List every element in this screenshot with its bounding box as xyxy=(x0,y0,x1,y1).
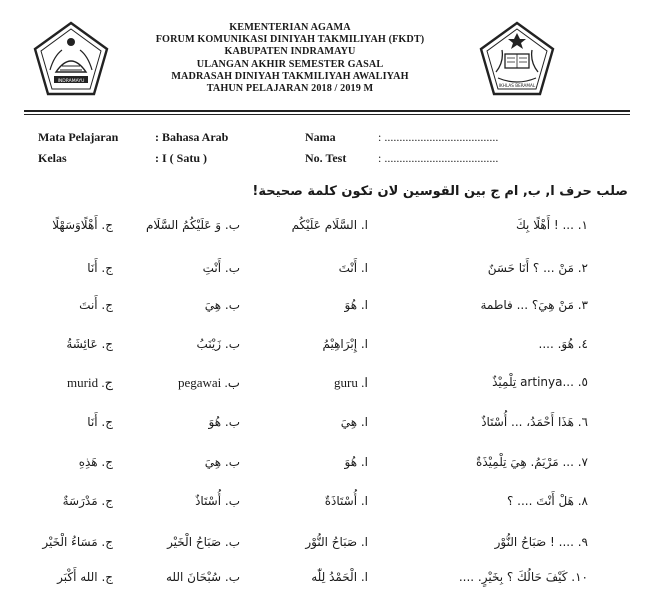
option-a[interactable]: ا. الْحَمْدُ لِلّٰه xyxy=(311,570,368,584)
question-text: ٩. .... ! صَبَاحُ النُّوْر xyxy=(494,535,588,549)
question-text: ٣. مَنْ هِيَ؟ ... فاطمة xyxy=(480,298,588,312)
option-c[interactable]: ج. أَنَا xyxy=(87,415,113,429)
question-row xyxy=(0,261,650,291)
option-a[interactable]: ا. أَنْتَ xyxy=(338,261,368,275)
header-divider-thin xyxy=(24,114,630,115)
option-a[interactable]: ا. guru xyxy=(334,375,368,390)
question-text: ٨. هَلْ أَنْتَ .... ؟ xyxy=(506,494,588,508)
option-c[interactable]: ج. هَذِهِ xyxy=(78,455,113,469)
header-title-block xyxy=(110,22,470,95)
option-a[interactable]: ا. السَّلَام عَلَيْكُم xyxy=(291,218,368,232)
option-b[interactable]: ب. pegawai xyxy=(177,375,240,390)
instruction-text: صلب حرف ا, ب, ام ج بين القوسين لان تكون كلمة صحيحة! xyxy=(252,184,628,199)
header-line-3: KABUPATEN INDRAMAYU xyxy=(224,46,356,58)
mata-pelajaran-value: : Bahasa Arab xyxy=(155,130,229,144)
header-divider-thick xyxy=(24,110,630,112)
option-b[interactable]: ب. صَبَاحُ الْخَيْر xyxy=(167,535,240,549)
option-c[interactable]: ج. أَنتَ xyxy=(79,298,113,312)
option-b[interactable]: ب. هُوَ xyxy=(208,415,240,429)
option-b[interactable]: ب. وَ عَلَيْكُمُ السَّلَام xyxy=(145,218,240,232)
option-c[interactable]: ج. مَسَاءُ الْخَيْر xyxy=(42,535,113,549)
left-logo-label: INDRAMAYU xyxy=(57,79,85,84)
nama-field[interactable]: : ...................................... xyxy=(378,130,499,144)
question-row xyxy=(0,337,650,367)
option-b[interactable]: ب. هِيَ xyxy=(204,455,240,469)
header-line-2: FORUM KOMUNIKASI DINIYAH TAKMILIYAH (FKDT) xyxy=(155,34,425,46)
option-a[interactable]: ا. هُوَ xyxy=(344,298,368,312)
ministry-emblem-icon xyxy=(478,20,556,98)
header-line-1: KEMENTERIAN AGAMA xyxy=(229,22,351,33)
option-a[interactable]: ا. أُسْتَاذَةٌ xyxy=(324,494,368,508)
option-a[interactable]: ا. هُوَ xyxy=(344,455,368,469)
question-text: ٧. ... مَرْيَمُ. هِيَ تِلْمِيْذَةٌ xyxy=(476,455,588,469)
option-c[interactable]: ج. الله أَكْبَر xyxy=(57,570,113,584)
kelas-value: : I ( Satu ) xyxy=(155,151,208,165)
question-text: ٥. ...artinya تِلْمِيْذٌ xyxy=(492,375,588,389)
no-test-field[interactable]: : ...................................... xyxy=(378,151,499,165)
option-b[interactable]: ب. أَنْتِ xyxy=(202,261,240,275)
question-row xyxy=(0,455,650,485)
header-line-4: ULANGAN AKHIR SEMESTER GASAL xyxy=(196,58,384,70)
header-line-6: TAHUN PELAJARAN 2018 / 2019 M xyxy=(206,83,374,95)
question-text: ٤. هُوَ. .... xyxy=(538,337,588,351)
question-text: ١. ... ! أَهْلًا بِكَ xyxy=(515,218,588,232)
question-row xyxy=(0,494,650,524)
no-test-label: No. Test xyxy=(305,151,347,165)
question-row xyxy=(0,218,650,248)
question-row xyxy=(0,570,650,600)
question-text: ٦. هَذَا أَحْمَدُ، ... أُسْتَاذٌ xyxy=(481,415,588,429)
option-c[interactable]: ج. murid xyxy=(67,375,113,390)
header-line-5: MADRASAH DINIYAH TAKMILIYAH AWALIYAH xyxy=(171,70,409,82)
question-text: ١٠. كَيْفَ حَالُكَ ؟ بِخَيْرٍ. .... xyxy=(458,570,588,584)
option-a[interactable]: ا. هِيَ xyxy=(340,415,368,429)
question-row xyxy=(0,375,650,405)
option-b[interactable]: ب. زَيْنَبُ xyxy=(196,337,240,351)
option-b[interactable]: ب. هِيَ xyxy=(204,298,240,312)
option-a[interactable]: ا. إِبْرَاهِيْمُ xyxy=(322,337,368,351)
right-logo-label: IKHLAS BERAMAL xyxy=(498,83,536,88)
nama-label: Nama xyxy=(305,130,336,144)
option-c[interactable]: ج. أَنَا xyxy=(87,261,113,275)
question-row xyxy=(0,535,650,565)
option-c[interactable]: ج. عَائِشَةُ xyxy=(66,337,113,351)
question-row xyxy=(0,415,650,445)
option-b[interactable]: ب. أُسْتَاذٌ xyxy=(195,494,240,508)
option-b[interactable]: ب. سُبْحَانَ الله xyxy=(165,570,240,584)
option-c[interactable]: ج. مَدْرَسَةٌ xyxy=(62,494,113,508)
kelas-label: Kelas xyxy=(38,151,67,165)
mata-pelajaran-label: Mata Pelajaran xyxy=(38,130,119,144)
question-row xyxy=(0,298,650,328)
kemenag-logo-icon xyxy=(32,20,110,98)
option-c[interactable]: ج. أَهْلًاوَسَهْلًا xyxy=(52,218,113,232)
question-text: ٢. مَنْ ... ؟ أَنَا حَسَنٌ xyxy=(487,261,588,275)
option-a[interactable]: ا. صَبَاحُ النُّوْر xyxy=(305,535,368,549)
